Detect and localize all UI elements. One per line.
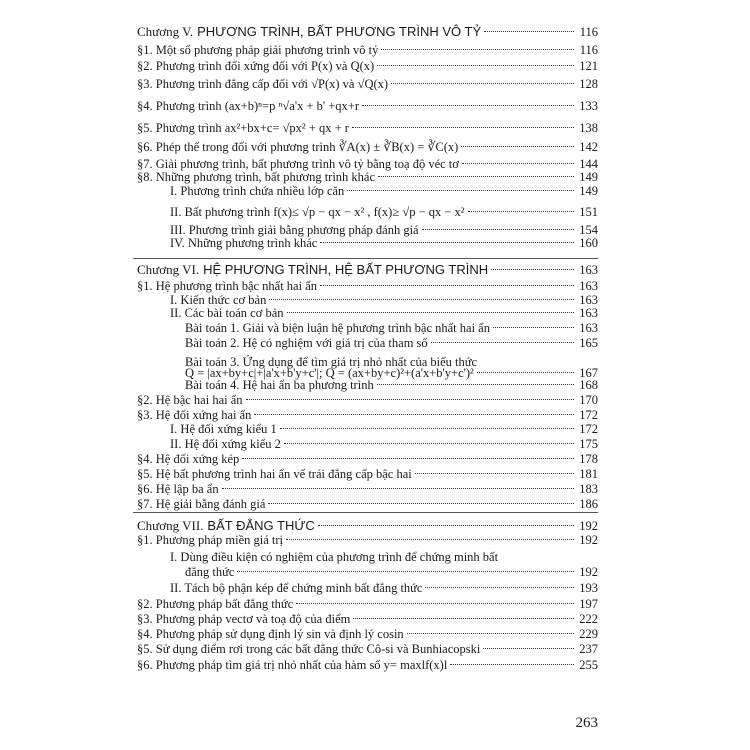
entry-title: II. Bất phương trình f(x)≤ √p − qx − x² , f(x)≥ √p − qx − x²	[170, 205, 465, 219]
toc-entry	[0, 74, 750, 94]
entry-page-number: 178	[579, 452, 598, 466]
leader-dots	[461, 146, 574, 147]
leader-dots	[377, 65, 574, 66]
entry-page-number: 197	[579, 597, 598, 611]
leader-dots	[268, 503, 574, 504]
page-number: 263	[575, 715, 598, 731]
entry-title: §7. Hệ giải bằng đánh giá	[137, 497, 266, 511]
toc-entry	[0, 333, 750, 353]
leader-dots	[353, 618, 574, 619]
leader-dots	[493, 327, 574, 328]
entry-page-number: 133	[579, 99, 598, 113]
entry-page-number: 181	[579, 467, 598, 481]
entry-page-number: 186	[579, 497, 598, 511]
leader-dots	[422, 229, 574, 230]
leader-dots	[391, 83, 574, 84]
leader-dots	[378, 176, 574, 177]
entry-title: §2. Phương pháp bất đẳng thức	[137, 597, 294, 611]
section-divider	[133, 258, 598, 259]
entry-title: II. Các bài toán cơ bản	[170, 306, 284, 320]
leader-dots	[462, 163, 574, 164]
entry-page-number: 167	[579, 366, 598, 380]
entry-page-number: 193	[579, 581, 598, 595]
leader-dots	[246, 399, 574, 400]
toc-entry	[0, 202, 750, 222]
entry-page-number: 170	[579, 393, 598, 407]
entry-title: đẳng thức	[185, 565, 235, 579]
leader-dots	[237, 571, 574, 572]
entry-title: §6. Phép thế trong đối với phương trình ∛A(x) ± ∛B(x) = ∛C(x)	[137, 140, 459, 154]
entry-title: Bài toán 3. Ứng dụng để tìm giá trị nhỏ nhất của biểu thức	[185, 355, 478, 369]
leader-dots	[352, 127, 574, 128]
entry-title: §6. Phương pháp tìm giá trị nhỏ nhất của hàm số y= maxlf(x)l	[137, 658, 448, 672]
leader-dots	[269, 299, 574, 300]
entry-title: §5. Sử dụng điểm rơi trong các bất đẳng thức Cô-si và Bunhiacopski	[137, 642, 481, 656]
entry-page-number: 128	[579, 77, 598, 91]
entry-page-number: 183	[579, 482, 598, 496]
chapter-title: BẤT ĐẲNG THỨC	[207, 518, 315, 533]
entry-title: §5. Phương trình ax²+bx+c= √px² + qx + r	[137, 121, 349, 135]
entry-page-number: 222	[579, 612, 598, 626]
entry-title: §1. Phương pháp miền giá trị	[137, 533, 284, 547]
entry-title: II. Tách bộ phận kép để chứng minh bất đẳng thức	[170, 581, 423, 595]
toc-entry	[0, 96, 750, 116]
entry-page-number: 172	[579, 422, 598, 436]
leader-dots	[287, 312, 574, 313]
chapter-label: Chương VI.	[137, 262, 200, 277]
entry-title: §1. Một số phương pháp giải phương trình vô tỷ	[137, 43, 379, 57]
entry-title: §6. Hệ lập ba ẩn	[137, 482, 219, 496]
entry-title: §5. Hệ bất phương trình hai ẩn vế trái đẳng cấp bậc hai	[137, 467, 412, 481]
entry-title: I. Hệ đối xứng kiểu 1	[170, 422, 277, 436]
leader-dots	[362, 105, 574, 106]
leader-dots	[347, 190, 574, 191]
entry-page-number: 163	[579, 263, 598, 277]
entry-page-number: 149	[579, 170, 598, 184]
leader-dots	[491, 269, 574, 270]
entry-title: Bài toán 1. Giải và biện luận hệ phương trình bậc nhất hai ẩn	[185, 321, 490, 335]
entry-title: I. Phương trình chứa nhiều lớp căn	[170, 184, 345, 198]
leader-dots	[415, 473, 574, 474]
entry-page-number: 160	[579, 236, 598, 250]
leader-dots	[242, 458, 574, 459]
entry-title: Bài toán 4. Hệ hai ẩn ba phương trình	[185, 378, 374, 392]
entry-page-number: 144	[579, 157, 598, 171]
entry-page-number: 163	[579, 321, 598, 335]
entry-title: §4. Phương pháp sử dụng định lý sin và định lý cosin	[137, 627, 404, 641]
leader-dots	[381, 49, 574, 50]
toc-entry	[0, 655, 750, 675]
chapter-title: HỆ PHƯƠNG TRÌNH, HỆ BẤT PHƯƠNG TRÌNH	[203, 262, 489, 277]
entry-page-number: 116	[579, 25, 598, 39]
entry-page-number: 192	[579, 565, 598, 579]
leader-dots	[320, 242, 574, 243]
entry-page-number: 121	[579, 59, 598, 73]
leader-dots	[296, 603, 574, 604]
leader-dots	[407, 633, 574, 634]
chapter-label: Chương VII.	[137, 518, 204, 533]
entry-title: I. Dùng điều kiện có nghiệm của phương trình để chứng minh bất	[170, 550, 499, 564]
entry-title: III. Phương trình giải bằng phương pháp đánh giá	[170, 223, 419, 237]
entry-page-number: 172	[579, 408, 598, 422]
entry-title: §2. Phương trình đối xứng đối với P(x) và Q(x)	[137, 59, 375, 73]
section-divider	[133, 512, 598, 513]
entry-title: §4. Hệ đối xứng kép	[137, 452, 240, 466]
leader-dots	[484, 31, 574, 32]
leader-dots	[254, 414, 574, 415]
entry-title: §3. Phương pháp vectơ và toạ độ của điểm	[137, 612, 351, 626]
leader-dots	[483, 648, 574, 649]
chapter-label: Chương V.	[137, 24, 194, 39]
chapter-heading	[0, 22, 750, 42]
entry-page-number: 163	[579, 306, 598, 320]
entry-title: I. Kiến thức cơ bản	[170, 293, 267, 307]
entry-page-number: 149	[579, 184, 598, 198]
entry-page-number: 142	[579, 140, 598, 154]
entry-page-number: 237	[579, 642, 598, 656]
leader-dots	[320, 285, 574, 286]
entry-page-number: 163	[579, 279, 598, 293]
entry-page-number: 165	[579, 336, 598, 350]
entry-title: II. Hệ đối xứng kiểu 2	[170, 437, 281, 451]
toc-entry	[0, 233, 750, 253]
entry-title: §3. Hệ đối xứng hai ẩn	[137, 408, 252, 422]
entry-page-number: 168	[579, 378, 598, 392]
leader-dots	[477, 372, 574, 373]
entry-title: IV. Những phương trình khác	[170, 236, 318, 250]
entry-title: §8. Những phương trình, bất phương trình khác	[137, 170, 376, 184]
entry-page-number: 154	[579, 223, 598, 237]
toc-entry	[0, 118, 750, 138]
entry-page-number: 255	[579, 658, 598, 672]
entry-page-number: 151	[579, 205, 598, 219]
entry-title: §3. Phương trình đẳng cấp đối với √P(x) và √Q(x)	[137, 77, 389, 91]
entry-page-number: 163	[579, 293, 598, 307]
leader-dots	[280, 428, 574, 429]
entry-title: Bài toán 2. Hệ có nghiệm với giá trị của tham số	[185, 336, 428, 350]
entry-title: §4. Phương trình (ax+b)ⁿ=p ⁿ√a'x + b' +qx+r	[137, 99, 360, 113]
chapter-title: PHƯƠNG TRÌNH, BẤT PHƯƠNG TRÌNH VÔ TỶ	[197, 24, 482, 39]
toc-entry	[0, 56, 750, 76]
entry-page-number: 192	[579, 519, 598, 533]
toc-entry	[0, 494, 750, 514]
entry-title: §2. Hệ bậc hai hai ẩn	[137, 393, 243, 407]
toc-entry	[0, 181, 750, 201]
leader-dots	[318, 525, 574, 526]
entry-title: §7. Giải phương trình, bất phương trình vô tỷ bằng toạ độ véc tơ	[137, 157, 459, 171]
entry-page-number: 192	[579, 533, 598, 547]
leader-dots	[425, 587, 574, 588]
entry-page-number: 138	[579, 121, 598, 135]
leader-dots	[468, 211, 574, 212]
leader-dots	[222, 488, 574, 489]
entry-title: Q = |ax+by+c|+|a'x+b'y+c'|; Q = (ax+by+c)²+(a'x+b'y+c')²	[185, 366, 474, 380]
leader-dots	[450, 664, 574, 665]
leader-dots	[286, 539, 574, 540]
leader-dots	[377, 384, 574, 385]
leader-dots	[431, 342, 574, 343]
entry-title: §1. Hệ phương trình bậc nhất hai ẩn	[137, 279, 318, 293]
leader-dots	[284, 443, 574, 444]
entry-page-number: 116	[579, 43, 598, 57]
entry-page-number: 175	[579, 437, 598, 451]
entry-page-number: 229	[579, 627, 598, 641]
